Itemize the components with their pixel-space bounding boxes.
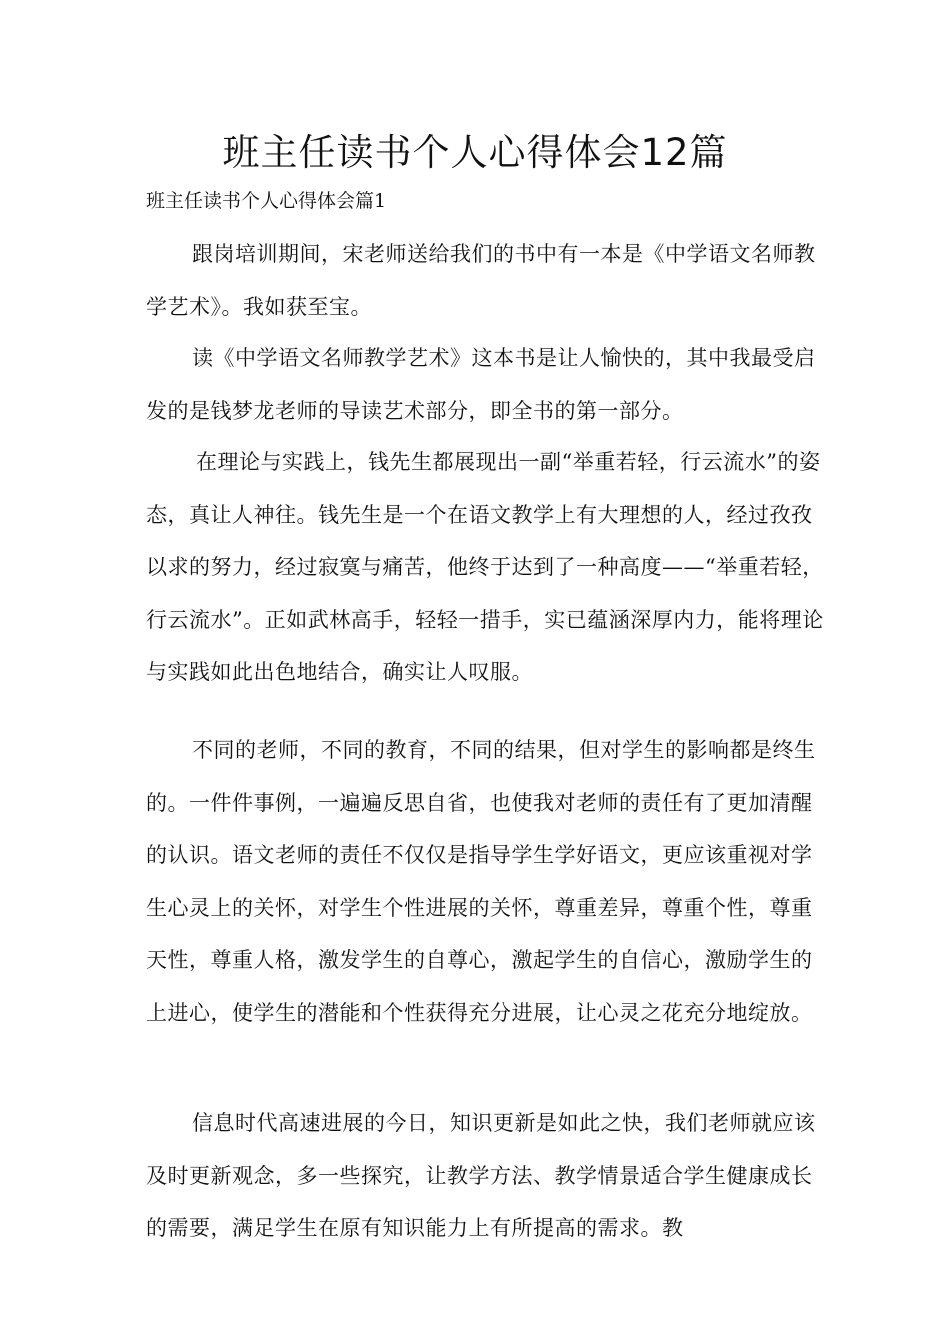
- document-title: 班主任读书个人心得体会12篇: [222, 131, 728, 174]
- paragraph: 读《中学语文名师教学艺术》这本书是让人愉快的，其中我最受启发的是钱梦龙老师的导读艺术部分，即全书的第一部分。: [146, 346, 816, 423]
- paragraph: 不同的老师，不同的教育，不同的结果，但对学生的影响都是终生的。一件件事例，一遍遍反思自省，也使我对老师的责任有了更加清醒的认识。语文老师的责任不仅仅是指导学生学好语文，更应该重视对学生心灵上的关怀，对学生个性进展的关怀，尊重差异，尊重个性，尊重天性，尊重人格，激发学生的自尊心，激起学生的自信心，激励学生的上进心，使学生的潜能和个性获得充分进展，让心灵之花充分地绽放。: [146, 738, 816, 1025]
- section-heading: 班主任读书个人心得体会篇1: [146, 190, 387, 212]
- paragraph: 跟岗培训期间，宋老师送给我们的书中有一本是《中学语文名师教学艺术》。我如获至宝。: [146, 242, 816, 319]
- paragraph: 信息时代高速进展的今日，知识更新是如此之快，我们老师就应该及时更新观念，多一些探究，让教学方法、教学情景适合学生健康成长的需要，满足学生在原有知识能力上有所提高的需求。教: [146, 1111, 816, 1240]
- paragraph: 在理论与实践上，钱先生都展现出一副“举重若轻，行云流水”的姿态，真让人神往。钱先生是一个在语文教学上有大理想的人，经过孜孜以求的努力，经过寂寞与痛苦，他终于达到了一种高度——“举重若轻，行云流水”。正如武林高手，轻轻一措手，实已蕴涵深厚内力，能将理论与实践如此出色地结合，确实让人叹服。: [146, 450, 824, 684]
